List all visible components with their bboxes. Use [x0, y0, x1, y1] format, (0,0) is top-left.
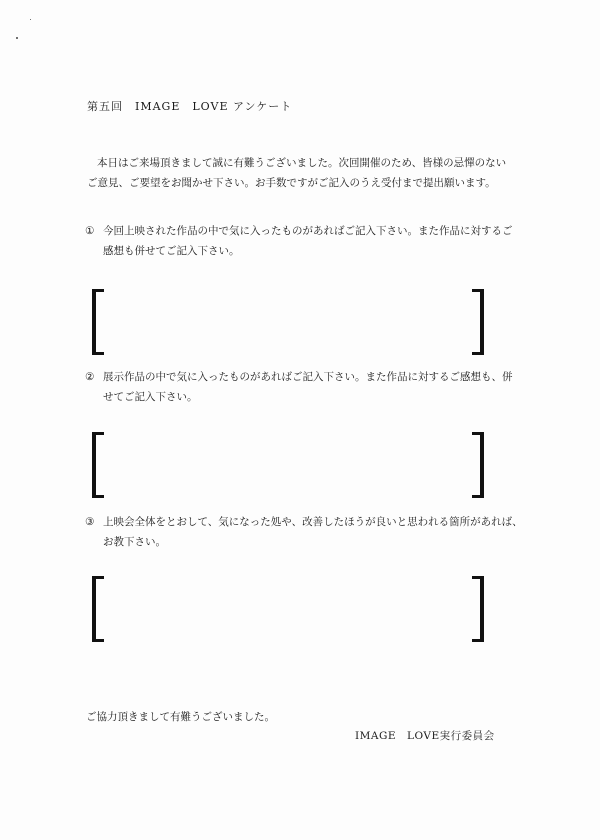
scan-speck	[16, 37, 18, 39]
closing-thanks: ご協力頂きまして有難うございました。	[86, 711, 275, 723]
question-2	[85, 367, 525, 407]
left-bracket	[92, 432, 104, 498]
right-bracket	[472, 289, 484, 355]
answer-box-2[interactable]	[92, 432, 484, 498]
survey-title: 第五回 IMAGE LOVE アンケート	[87, 100, 293, 113]
question-number: ③	[85, 516, 95, 528]
answer-box-1[interactable]	[92, 289, 484, 355]
question-text: 今回上映された作品の中で気に入ったものがあればご記入下さい。また作品に対するご	[103, 225, 513, 237]
question-number: ①	[85, 225, 95, 237]
scan-speck	[30, 19, 31, 20]
question-text: 感想も併せてご記入下さい。	[103, 245, 240, 257]
left-bracket	[92, 289, 104, 355]
right-bracket	[472, 576, 484, 642]
question-number: ②	[85, 371, 95, 383]
question-text: 展示作品の中で気に入ったものがあればご記入下さい。また作品に対するご感想も、併	[103, 371, 513, 383]
left-bracket	[92, 576, 104, 642]
question-text: 上映会全体をとおして、気になった処や、改善したほうが良いと思われる箇所があれば、	[103, 516, 523, 528]
question-1	[85, 221, 525, 261]
intro-line: 本日はご来場頂きまして誠に有難うございました。次回開催のため、皆様の忌憚のない	[97, 157, 507, 169]
intro-line: ご意見、ご要望をお聞かせ下さい。お手数ですがご記入のうえ受付まで提出願います。	[87, 177, 496, 189]
organizer-name: IMAGE LOVE実行委員会	[355, 730, 495, 742]
question-text: お教下さい。	[103, 536, 166, 548]
question-3	[85, 512, 525, 552]
intro-paragraph	[87, 153, 517, 193]
question-text: せてご記入下さい。	[103, 391, 198, 403]
right-bracket	[472, 432, 484, 498]
answer-box-3[interactable]	[92, 576, 484, 642]
